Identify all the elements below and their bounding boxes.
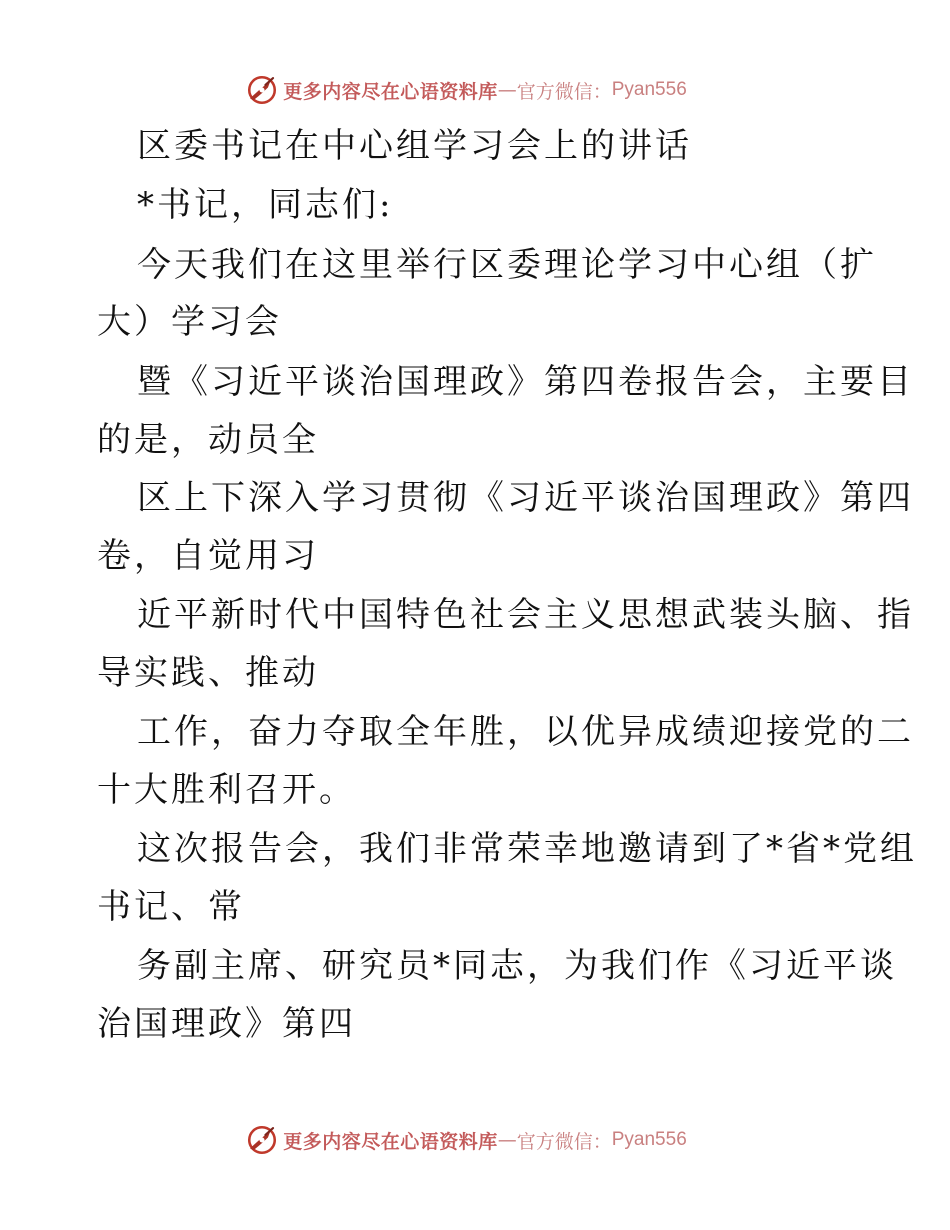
- document-title: 区委书记在中心组学习会上的讲话: [137, 126, 692, 166]
- text-line: 这次报告会，我们非常荣幸地邀请到了*省*党组: [137, 829, 917, 869]
- text-line: 的是，动员全: [97, 420, 319, 460]
- official-label: 官方微信：: [516, 80, 612, 103]
- wechat-id: Pyan556: [611, 1129, 687, 1150]
- text-line: 今天我们在这里举行区委理论学习中心组（扩: [137, 245, 877, 285]
- text-line: 暨《习近平谈治国理政》第四卷报告会，主要目: [137, 362, 914, 402]
- text-line: 务副主席、研究员*同志，为我们作《习近平谈: [137, 946, 897, 986]
- text-line: 大）学习会: [97, 302, 282, 342]
- text-line: 区上下深入学习贯彻《习近平谈治国理政》第四: [137, 478, 914, 518]
- banner-separator: —: [497, 1129, 517, 1151]
- text-line: 导实践、推动: [97, 653, 319, 693]
- footer-banner: [0, 1120, 950, 1160]
- text-line: 工作，奋力夺取全年胜，以优异成绩迎接党的二: [137, 712, 914, 752]
- pen-logo-icon: [245, 1123, 279, 1157]
- text-line: 近平新时代中国特色社会主义思想武装头脑、指: [137, 595, 914, 635]
- salutation: *书记，同志们:: [137, 185, 394, 225]
- site-name: 更多内容尽在心语资料库: [283, 80, 498, 103]
- text-line: 十大胜利召开。: [97, 770, 356, 810]
- site-name: 更多内容尽在心语资料库: [283, 1130, 498, 1153]
- text-line: 卷，自觉用习: [97, 536, 319, 576]
- banner-separator: —: [497, 79, 517, 101]
- text-line: 治国理政》第四: [97, 1004, 356, 1044]
- wechat-id: Pyan556: [611, 79, 687, 100]
- official-label: 官方微信：: [516, 1130, 612, 1153]
- text-line: 书记、常: [97, 887, 245, 927]
